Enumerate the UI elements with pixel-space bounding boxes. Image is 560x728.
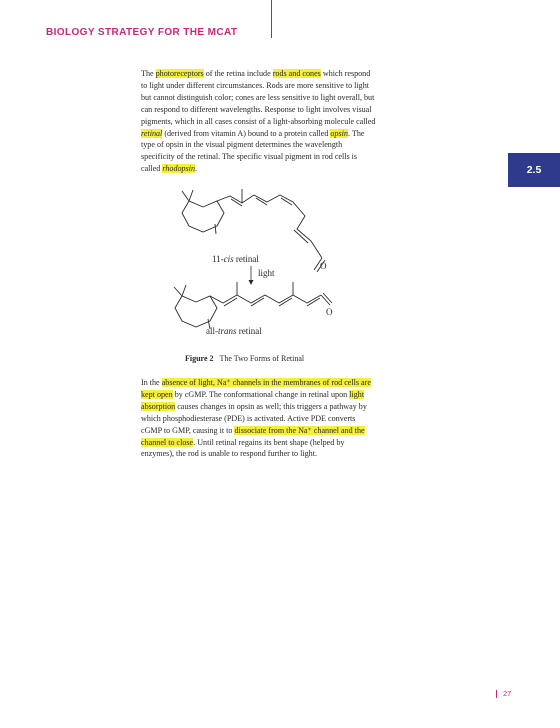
text: causes changes in opsin as well; this triggers a pathway by which phosphodiesterase (PDE) is activated. Active PDE converts cGMP to GMP, causing it to bbox=[141, 401, 367, 435]
oxygen-label: O bbox=[326, 307, 333, 317]
text: which respond to light under different circumstances. Rods are more sensitive to light but cannot distinguish color; cones are less sensitive to light overall, but can respond to different wavelengths. Response to light involves visual pigments, which in all cases consist of a light-absorbing molecule called bbox=[141, 69, 376, 126]
text: The bbox=[141, 69, 156, 78]
methyl bbox=[182, 191, 189, 201]
methyl bbox=[189, 190, 193, 201]
text: of the retina include bbox=[203, 69, 273, 78]
methyl bbox=[174, 287, 182, 296]
highlight: opsin bbox=[330, 128, 348, 138]
highlight: dissociate from the Na⁺ channel and the channel to close bbox=[141, 425, 365, 447]
header-divider bbox=[271, 0, 272, 38]
paragraph-photoreceptors bbox=[141, 68, 377, 175]
section-tab: 2.5 bbox=[508, 153, 560, 187]
text: (derived from vitamin A) bound to a protein called bbox=[162, 128, 331, 138]
highlight: rods and cones bbox=[272, 69, 321, 78]
page-number: 27 bbox=[503, 689, 512, 698]
highlight: light absorption bbox=[141, 389, 365, 411]
chain-trans bbox=[210, 295, 321, 303]
arrowhead bbox=[249, 280, 254, 285]
footer-divider bbox=[496, 690, 497, 698]
methyl bbox=[215, 224, 216, 234]
highlight: photoreceptors bbox=[155, 69, 204, 78]
ring-cis bbox=[182, 201, 224, 232]
highlight: absence of light, Na⁺ channels in the membranes of rod cells are kept open bbox=[141, 378, 371, 399]
carbonyl bbox=[321, 295, 330, 305]
page-footer bbox=[496, 689, 511, 698]
ring-trans bbox=[175, 296, 217, 327]
text: In the bbox=[141, 378, 162, 387]
figure-caption bbox=[185, 354, 304, 363]
highlight: retinal bbox=[141, 128, 163, 138]
label-part: 11- bbox=[212, 254, 224, 264]
label-part: retinal bbox=[236, 326, 262, 336]
oxygen-label: O bbox=[320, 261, 327, 271]
text: . bbox=[195, 164, 198, 174]
running-header: BIOLOGY STRATEGY FOR THE MCAT bbox=[46, 27, 238, 38]
cis-retinal-label bbox=[212, 254, 259, 264]
light-label: light bbox=[258, 268, 275, 278]
trans-retinal-structure bbox=[174, 282, 332, 329]
chain-cis bbox=[217, 195, 322, 258]
label-part: retinal bbox=[233, 254, 259, 264]
double-bond bbox=[281, 198, 292, 205]
text: . Until retinal regains its bent shape (helped by enzymes), the rod is unable to respond further to light. bbox=[141, 437, 345, 459]
text: . The type of opsin in the visual pigment determines the wavelength specificity of the retinal. The specific visual pigment in rod cells is called bbox=[141, 128, 365, 174]
retinal-structures-figure bbox=[160, 188, 380, 348]
figure-number: Figure 2 bbox=[185, 354, 214, 363]
text: by cGMP. The conformational change in retinal upon bbox=[172, 389, 350, 399]
carbonyl bbox=[323, 293, 332, 303]
label-part: all- bbox=[206, 326, 218, 336]
figure-title: The Two Forms of Retinal bbox=[219, 354, 305, 363]
trans-retinal-label bbox=[206, 326, 262, 336]
label-italic: cis bbox=[223, 254, 234, 264]
label-italic: trans bbox=[218, 326, 237, 336]
paragraph-rod-channels bbox=[141, 377, 377, 460]
methyl bbox=[182, 285, 186, 296]
highlight: rhodopsin bbox=[162, 164, 196, 174]
